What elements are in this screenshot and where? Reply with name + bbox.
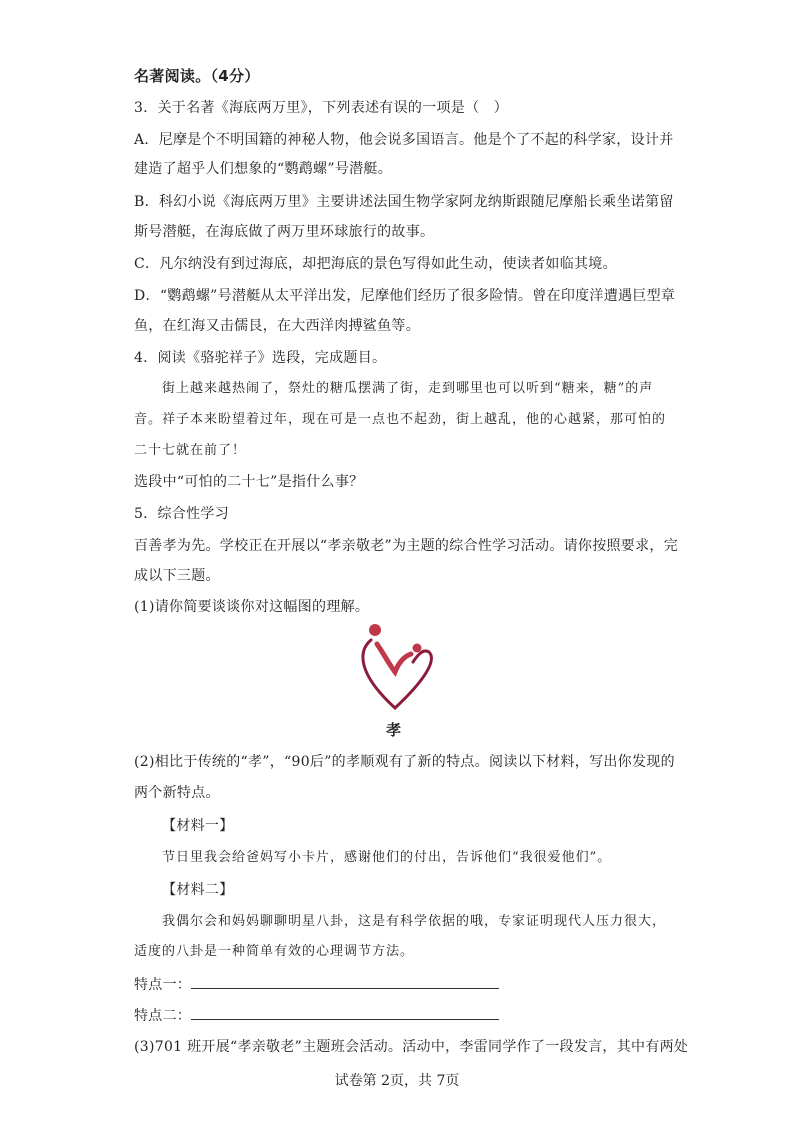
material-1-text: 节日里我会给爸妈写小卡片，感谢他们的付出，告诉他们“我很爱他们”。 bbox=[162, 850, 612, 865]
q3-option-a-line1: A．尼摩是个不明国籍的神秘人物，他会说多国语言。他是个了不起的科学家，设计并 bbox=[134, 132, 674, 148]
material-2-text-line1: 我偶尔会和妈妈聊聊明星八卦，这是有科学依据的哦，专家证明现代人压力很大， bbox=[162, 914, 667, 929]
figure-caption: 孝 bbox=[386, 721, 402, 739]
heart-outline-icon bbox=[363, 640, 431, 708]
q3-option-b-line1: B．科幻小说《海底两万里》主要讲述法国生物学家阿龙纳斯跟随尼摩船长乘坐诺第留 bbox=[134, 194, 674, 210]
feature-1-row bbox=[134, 974, 499, 995]
page-footer: 试卷第 2页，共 7页 bbox=[334, 1073, 460, 1089]
q5-sub3: (3)701 班开展“孝亲敬老”主题班会活动。活动中，李雷同学作了一段发言，其中有两处 bbox=[134, 1039, 689, 1055]
child-head-icon bbox=[413, 644, 422, 653]
q5-intro-line2: 成以下三题。 bbox=[134, 568, 220, 584]
q4-stem: 4．阅读《骆驼祥子》选段，完成题目。 bbox=[134, 350, 387, 366]
q5-sub2-line2: 两个新特点。 bbox=[134, 785, 220, 801]
feature-2-answer-blank[interactable] bbox=[191, 1005, 499, 1020]
q3-option-a-line2: 建造了超乎人们想象的“鹦鹉螺”号潜艇。 bbox=[134, 161, 393, 177]
feature-2-row bbox=[134, 1005, 499, 1026]
q3-option-d-line2: 鱼，在红海又击儒艮，在大西洋肉搏鲨鱼等。 bbox=[134, 318, 420, 334]
q3-option-b-line2: 斯号潜艇，在海底做了两万里环球旅行的故事。 bbox=[134, 224, 435, 240]
section-title: 名著阅读。（4分） bbox=[134, 67, 260, 85]
q5-sub1: (1)请你简要谈谈你对这幅图的理解。 bbox=[134, 599, 370, 615]
q3-option-d-line1: D．“鹦鹉螺”号潜艇从太平洋出发，尼摩他们经历了很多险情。曾在印度洋遭遇巨型章 bbox=[134, 288, 676, 304]
q4-passage-line1: 街上越来越热闹了，祭灶的糖瓜摆满了街，走到哪里也可以听到“糖来，糖”的声 bbox=[162, 381, 654, 396]
q3-option-c: C．凡尔纳没有到过海底，却把海底的景色写得如此生动，使读者如临其境。 bbox=[134, 256, 617, 272]
q3-stem: 3．关于名著《海底两万里》，下列表述有误的一项是（ ） bbox=[134, 100, 509, 116]
heart-inner-icon bbox=[377, 644, 411, 672]
filial-piety-heart-figure bbox=[355, 620, 440, 715]
material-2-text-line2: 适度的八卦是一种简单有效的心理调节方法。 bbox=[134, 944, 415, 959]
material-1-title: 【材料一】 bbox=[162, 818, 234, 834]
q5-sub2-line1: (2)相比于传统的“孝”，“90后”的孝顺观有了新的特点。阅读以下材料，写出你发现的 bbox=[134, 754, 675, 770]
q4-question: 选段中“可怕的二十七”是指什么事？ bbox=[134, 474, 364, 490]
q5-intro-line1: 百善孝为先。学校正在开展以“孝亲敬老”为主题的综合性学习活动。请你按照要求，完 bbox=[134, 538, 679, 554]
feature-1-label: 特点一： bbox=[134, 977, 192, 993]
feature-2-label: 特点二： bbox=[134, 1008, 192, 1024]
q4-passage-line2: 音。祥子本来盼望着过年，现在可是一点也不起劲，街上越乱，他的心越紧，那可怕的 bbox=[134, 412, 667, 427]
q5-title: 5．综合性学习 bbox=[134, 506, 230, 522]
parent-head-icon bbox=[369, 624, 381, 636]
material-2-title: 【材料二】 bbox=[162, 882, 234, 898]
feature-1-answer-blank[interactable] bbox=[191, 974, 499, 989]
q4-passage-line3: 二十七就在前了！ bbox=[134, 443, 247, 458]
